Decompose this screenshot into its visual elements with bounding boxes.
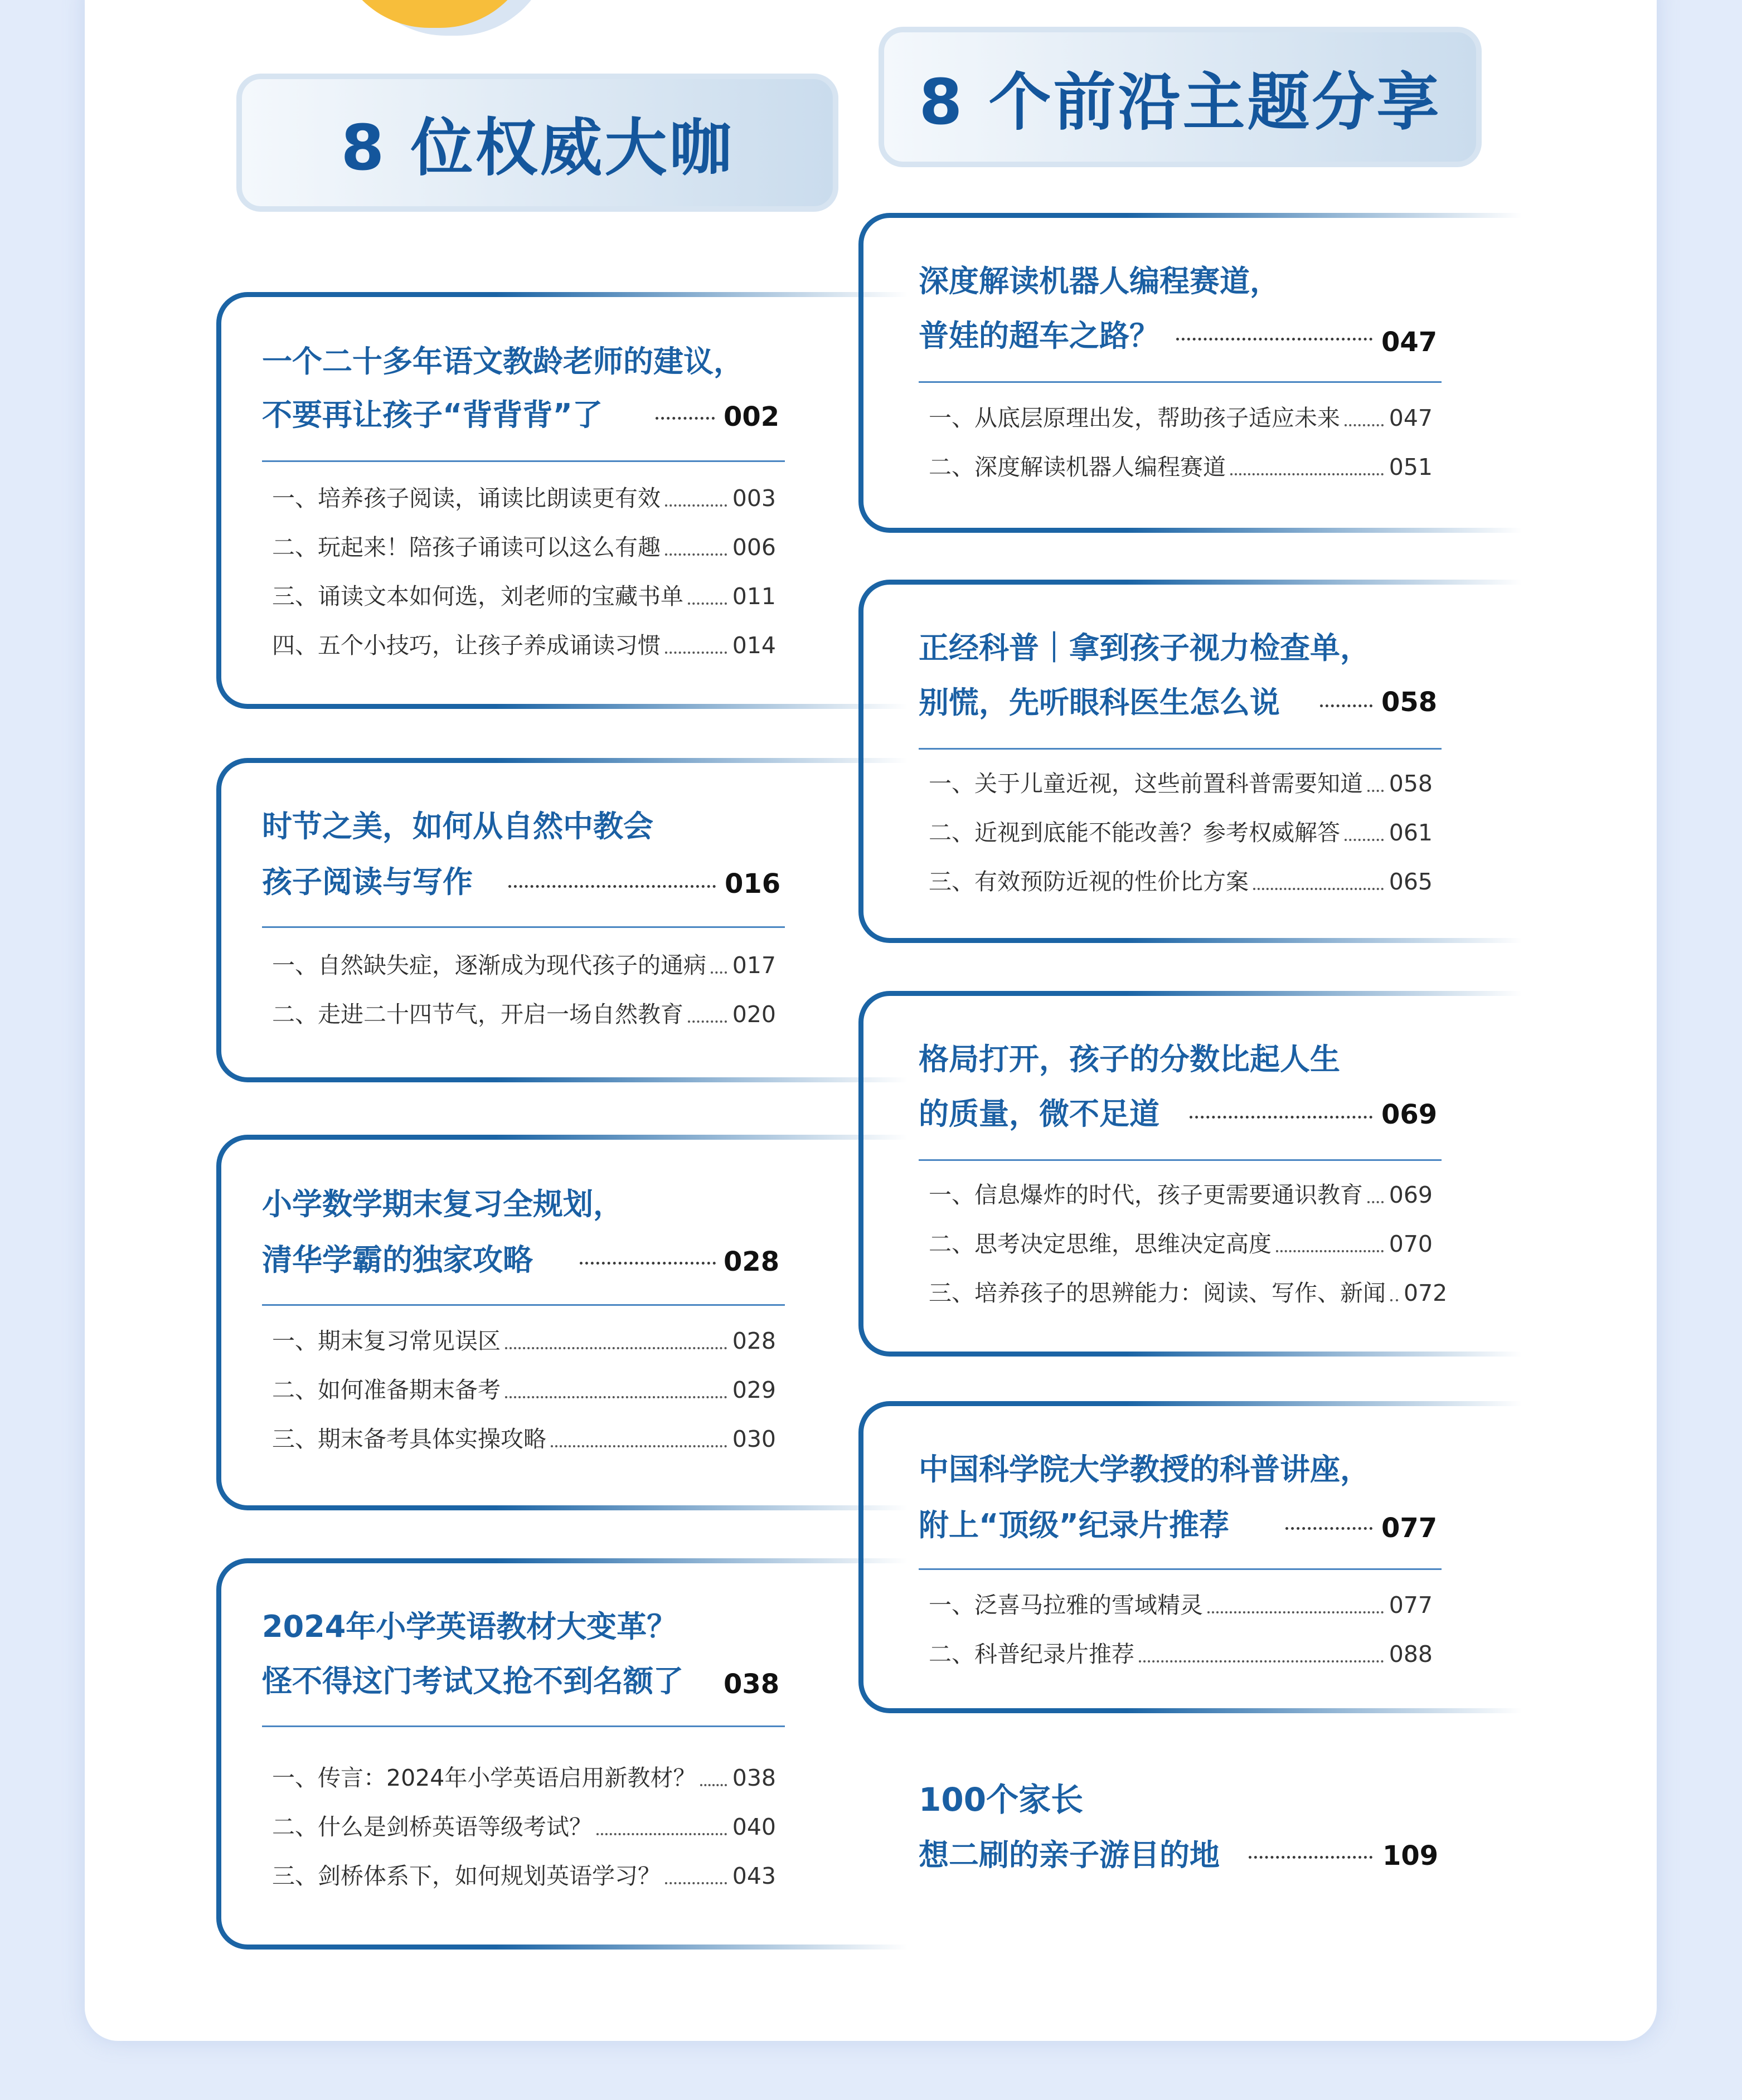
toc-card <box>216 758 908 1082</box>
header-right <box>879 27 1482 167</box>
sub-entry[interactable]: 二、如何准备期末备考 029 <box>272 1377 776 1403</box>
divider <box>919 748 1442 750</box>
sub-entry[interactable]: 三、期末备考具体实操攻略 030 <box>272 1426 776 1452</box>
page-number: 002 <box>724 401 780 432</box>
leader-dots <box>656 417 715 420</box>
sub-entry[interactable]: 二、走进二十四节气，开启一场自然教育 020 <box>272 1001 776 1028</box>
sub-entry[interactable]: 一、传言：2024年小学英语启用新教材？ 038 <box>272 1764 776 1791</box>
sub-entry[interactable]: 三、有效预防近视的性价比方案 065 <box>929 868 1433 895</box>
entry-title[interactable]: 别慌，先听眼科医生怎么说 <box>919 685 1280 720</box>
leader-dots <box>1249 1856 1372 1859</box>
leader-dots <box>1190 1116 1372 1119</box>
sub-entry[interactable]: 一、从底层原理出发，帮助孩子适应未来 047 <box>929 405 1433 431</box>
page-number: 028 <box>724 1246 780 1277</box>
header-right-title: 8 个前沿主题分享 <box>919 66 1442 139</box>
divider <box>262 1725 785 1727</box>
entry-title[interactable]: 格局打开，孩子的分数比起人生 <box>919 1042 1340 1077</box>
sub-entry[interactable]: 二、思考决定思维，思维决定高度 070 <box>929 1231 1433 1257</box>
divider <box>262 1304 785 1306</box>
sub-entry[interactable]: 二、近视到底能不能改善？参考权威解答 061 <box>929 819 1433 846</box>
entry-title[interactable]: 中国科学院大学教授的科普讲座， <box>919 1452 1370 1487</box>
entry-title[interactable]: 想二刷的亲子游目的地 <box>919 1838 1220 1873</box>
sub-entry[interactable]: 四、五个小技巧，让孩子养成诵读习惯 014 <box>272 632 776 659</box>
sub-entry[interactable]: 一、培养孩子阅读，诵读比朗读更有效 003 <box>272 485 776 512</box>
entry-title[interactable]: 小学数学期末复习全规划， <box>262 1187 623 1222</box>
sub-entry[interactable]: 三、诵读文本如何选，刘老师的宝藏书单 011 <box>272 583 776 610</box>
page-number: 047 <box>1381 327 1438 358</box>
header-left <box>236 74 838 212</box>
sub-entry[interactable]: 二、玩起来！陪孩子诵读可以这么有趣 006 <box>272 534 776 561</box>
leader-dots <box>580 1262 716 1265</box>
entry-title[interactable]: 100个家长 <box>919 1781 1084 1819</box>
sub-entry[interactable]: 二、科普纪录片推荐 088 <box>929 1641 1433 1668</box>
entry-title[interactable]: 怪不得这门考试又抢不到名额了 <box>262 1664 683 1699</box>
divider <box>919 1159 1442 1161</box>
entry-title[interactable]: 深度解读机器人编程赛道， <box>919 264 1280 299</box>
entry-title[interactable]: 不要再让孩子“背背背”了 <box>262 397 603 432</box>
divider <box>262 926 785 928</box>
leader-dots <box>1176 338 1372 341</box>
sub-entry[interactable]: 一、期末复习常见误区 028 <box>272 1328 776 1354</box>
divider <box>919 1568 1442 1570</box>
header-left-title: 8 位权威大咖 <box>341 111 734 184</box>
page-number: 058 <box>1381 687 1438 718</box>
entry-title[interactable]: 2024年小学英语教材大变革？ <box>262 1609 677 1644</box>
entry-title[interactable]: 的质量，微不足道 <box>919 1096 1159 1131</box>
leader-dots <box>1320 704 1372 707</box>
page-number: 069 <box>1381 1099 1438 1130</box>
entry-title[interactable]: 附上“顶级”纪录片推荐 <box>919 1508 1229 1543</box>
divider <box>262 460 785 462</box>
entry-title[interactable]: 一个二十多年语文教龄老师的建议， <box>262 344 744 379</box>
entry-title[interactable]: 清华学霸的独家攻略 <box>262 1242 533 1277</box>
entry-title[interactable]: 时节之美，如何从自然中教会 <box>262 809 653 844</box>
sub-entry[interactable]: 二、深度解读机器人编程赛道 051 <box>929 454 1433 480</box>
toc-card <box>858 213 1522 533</box>
sub-entry[interactable]: 一、信息爆炸的时代，孩子更需要通识教育 069 <box>929 1182 1433 1208</box>
divider <box>919 381 1442 383</box>
entry-title[interactable]: 孩子阅读与写作 <box>262 864 473 900</box>
entry-title[interactable]: 普娃的超车之路？ <box>919 318 1159 353</box>
sub-entry[interactable]: 一、泛喜马拉雅的雪域精灵 077 <box>929 1592 1433 1618</box>
page-number: 077 <box>1381 1513 1438 1544</box>
sub-entry[interactable]: 三、剑桥体系下，如何规划英语学习？ 043 <box>272 1863 776 1889</box>
sub-entry[interactable]: 二、什么是剑桥英语等级考试？ 040 <box>272 1814 776 1840</box>
entry-title[interactable]: 正经科普｜拿到孩子视力检查单， <box>919 630 1370 665</box>
leader-dots <box>1285 1527 1372 1530</box>
leader-dots <box>508 885 716 888</box>
page-number: 038 <box>724 1669 780 1700</box>
sub-entry[interactable]: 一、自然缺失症，逐渐成为现代孩子的通病 017 <box>272 952 776 979</box>
sub-entry[interactable]: 三、培养孩子的思辨能力：阅读、写作、新闻 072 <box>929 1280 1448 1306</box>
page-number: 016 <box>725 868 781 900</box>
page-number: 109 <box>1382 1840 1439 1871</box>
sub-entry[interactable]: 一、关于儿童近视，这些前置科普需要知道 058 <box>929 770 1433 797</box>
